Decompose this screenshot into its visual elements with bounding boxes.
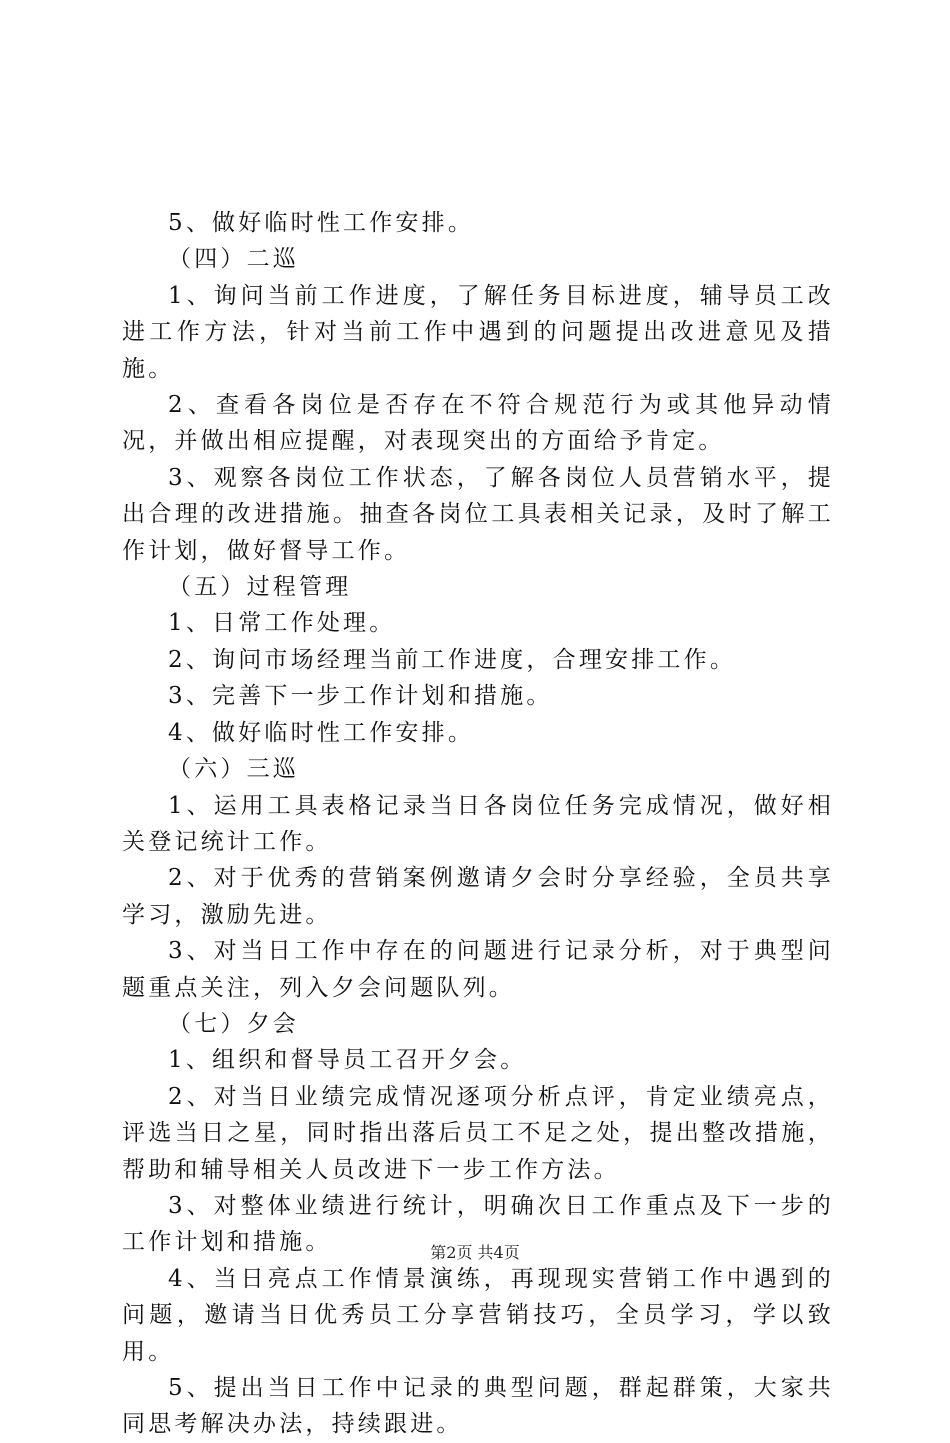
paragraph: 1、运用工具表格记录当日各岗位任务完成情况，做好相关登记统计工作。 (122, 792, 834, 855)
paragraph: 2、查看各岗位是否存在不符合规范行为或其他异动情况，并做出相应提醒，对表现突出的方面给予肯定。 (122, 392, 834, 455)
paragraph: 5、做好临时性工作安排。 (168, 210, 475, 236)
section-heading: （四）二巡 (168, 246, 299, 273)
paragraph: 1、询问当前工作进度，了解任务目标进度，辅导员工改进工作方法，针对当前工作中遇到的问题提出改进意见及措施。 (122, 282, 834, 382)
paragraph: 1、日常工作处理。 (168, 610, 396, 637)
paragraph: 5、提出当日工作中记录的典型问题，群起群策，大家共同思考解决办法，持续跟进。 (122, 1375, 834, 1438)
paragraph: 3、完善下一步工作计划和措施。 (168, 683, 553, 710)
paragraph: 2、询问市场经理当前工作进度，合理安排工作。 (168, 646, 737, 673)
paragraph: 4、当日亮点工作情景演练，再现现实营销工作中遇到的问题，邀请当日优秀员工分享营销技巧，全员学习，学以致用。 (122, 1265, 834, 1365)
paragraph: 4、做好临时性工作安排。 (168, 719, 475, 746)
paragraph: 3、对整体业绩进行统计，明确次日工作重点及下一步的工作计划和措施。 (122, 1192, 834, 1256)
paragraph: 2、对于优秀的营销案例邀请夕会时分享经验，全员共享学习，激励先进。 (122, 865, 834, 928)
section-heading: （六）三巡 (168, 756, 299, 783)
section-heading: （七）夕会 (168, 1010, 299, 1037)
paragraph: 2、对当日业绩完成情况逐项分析点评，肯定业绩亮点，评选当日之星，同时指出落后员工不足之处，提出整改措施，帮助和辅导相关人员改进下一步工作方法。 (122, 1083, 834, 1183)
paragraph: 3、对当日工作中存在的问题进行记录分析，对于典型问题重点关注，列入夕会问题队列。 (122, 938, 834, 1001)
section-heading: （五）过程管理 (168, 574, 352, 601)
paragraph: 3、观察各岗位工作状态，了解各岗位人员营销水平，提出合理的改进措施。抽查各岗位工具表相关记录，及时了解工作计划，做好督导工作。 (122, 464, 834, 564)
paragraph: 1、组织和督导员工召开夕会。 (168, 1047, 527, 1074)
page-number-footer: 第2页 共4页 (430, 1243, 520, 1262)
